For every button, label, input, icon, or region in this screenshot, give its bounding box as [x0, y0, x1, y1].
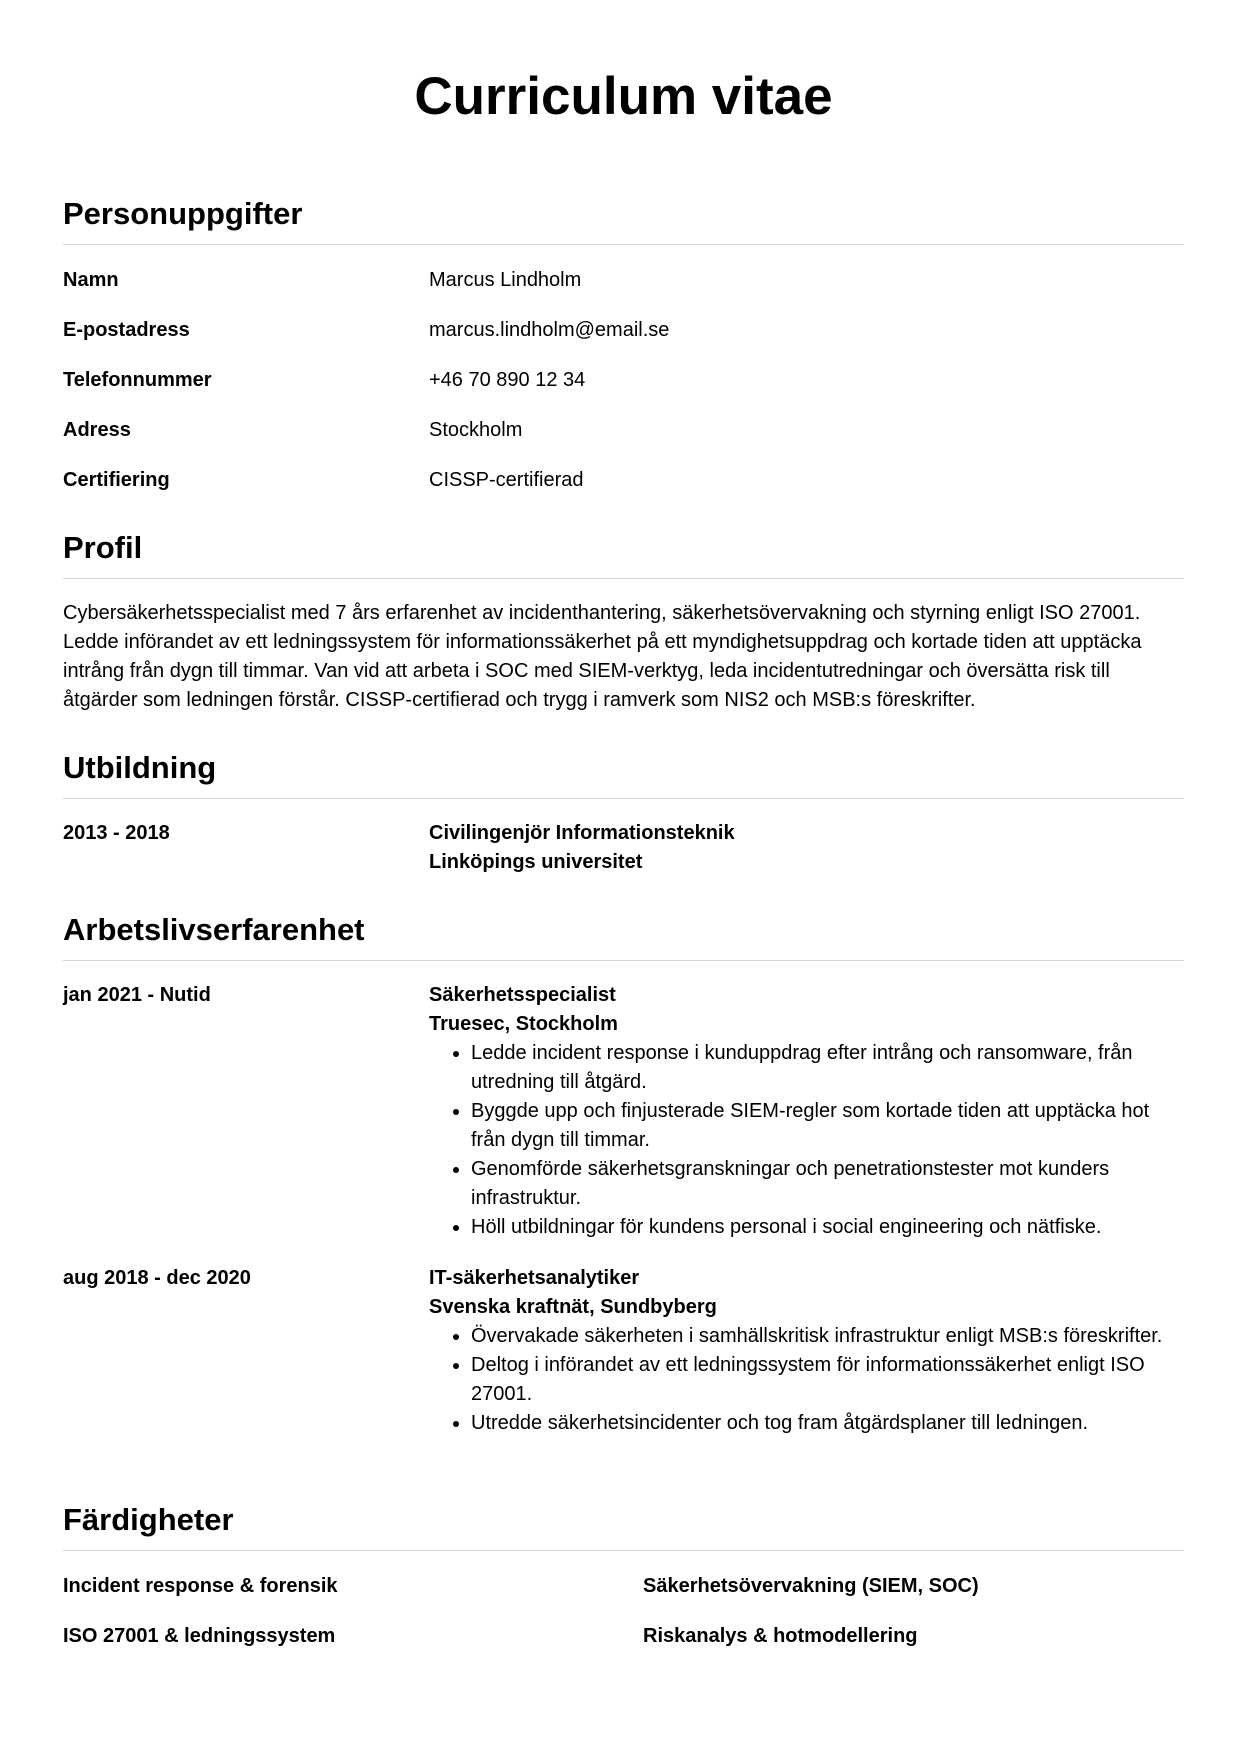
list-item: • Genomförde säkerhetsgranskningar och penetrationstester mot kunders infrastruktur. — [471, 1155, 1184, 1213]
skill-item: Säkerhetsövervakning (SIEM, SOC) — [643, 1575, 979, 1597]
experience-employer: Truesec, Stockholm — [429, 1013, 618, 1035]
education-entry — [63, 819, 1184, 877]
personal-row-phone — [63, 367, 1184, 393]
skills-heading: Färdigheter — [63, 1500, 1184, 1551]
education-degree: Civilingenjör Informationsteknik — [429, 822, 735, 844]
experience-section — [63, 910, 1184, 1438]
education-heading: Utbildning — [63, 748, 1184, 799]
experience-body — [429, 1264, 1184, 1438]
experience-period: aug 2018 - dec 2020 — [63, 1267, 251, 1289]
experience-bullets — [429, 1322, 1184, 1438]
personal-row-address — [63, 417, 1184, 443]
personal-heading: Personuppgifter — [63, 194, 1184, 245]
profile-text: Cybersäkerhetsspecialist med 7 års erfarenhet av incidenthantering, säkerhetsövervakning och styrning enligt ISO 27001. Ledde införandet av ett ledningssystem för informationssäkerhet på ett myndighetsuppdrag och kortade tiden att upptäcka intrång från dygn till timmar. Van vid att arbeta i SOC med SIEM-verktyg, leda incidentutredningar och översätta risk till åtgärder som ledningen förstår. CISSP-certifierad och trygg i ramverk som NIS2 och MSB:s föreskrifter. — [63, 602, 1142, 711]
skill-item: ISO 27001 & ledningssystem — [63, 1625, 336, 1647]
personal-value: marcus.lindholm@email.se — [429, 319, 670, 341]
education-school: Linköpings universitet — [429, 851, 643, 873]
list-item: • Höll utbildningar för kundens personal i social engineering och nätfiske. — [471, 1213, 1184, 1242]
list-item: • Byggde upp och finjusterade SIEM-regler som kortade tiden att upptäcka hot från dygn till timmar. — [471, 1097, 1184, 1155]
personal-value: +46 70 890 12 34 — [429, 369, 586, 391]
list-item: • Utredde säkerhetsincidenter och tog fram åtgärdsplaner till ledningen. — [471, 1409, 1184, 1438]
education-section — [63, 748, 1184, 877]
experience-heading: Arbetslivserfarenhet — [63, 910, 1184, 961]
skill-item: Incident response & forensik — [63, 1575, 338, 1597]
personal-row-certification — [63, 467, 1184, 493]
skills-section — [63, 1500, 1184, 1649]
experience-role: IT-säkerhetsanalytiker — [429, 1267, 640, 1289]
education-body — [429, 819, 1184, 877]
experience-period: jan 2021 - Nutid — [63, 984, 211, 1006]
personal-label: Telefonnummer — [63, 369, 212, 391]
experience-body — [429, 981, 1184, 1242]
education-period: 2013 - 2018 — [63, 822, 170, 844]
experience-employer: Svenska kraftnät, Sundbyberg — [429, 1296, 717, 1318]
list-item: • Ledde incident response i kunduppdrag efter intrång och ransomware, från utredning till åtgärd. — [471, 1039, 1184, 1097]
personal-label: Adress — [63, 419, 131, 441]
personal-row-email — [63, 317, 1184, 343]
personal-label: E-postadress — [63, 319, 190, 341]
page-title: Curriculum vitae — [414, 67, 833, 126]
personal-value: Marcus Lindholm — [429, 269, 582, 291]
list-item: • Deltog i införandet av ett ledningssystem för informationssäkerhet enligt ISO 27001. — [471, 1351, 1184, 1409]
skills-grid — [63, 1573, 1184, 1649]
experience-bullets — [429, 1039, 1184, 1242]
personal-value: Stockholm — [429, 419, 523, 441]
personal-label: Certifiering — [63, 469, 170, 491]
experience-entry — [63, 981, 1184, 1242]
personal-row-name — [63, 267, 1184, 293]
profile-heading: Profil — [63, 528, 1184, 579]
list-item: • Övervakade säkerheten i samhällskritisk infrastruktur enligt MSB:s föreskrifter. — [471, 1322, 1184, 1351]
personal-label: Namn — [63, 269, 119, 291]
personal-value: CISSP-certifierad — [429, 469, 584, 491]
profile-section — [63, 528, 1184, 715]
experience-role: Säkerhetsspecialist — [429, 984, 616, 1006]
experience-entry — [63, 1264, 1184, 1438]
skill-item: Riskanalys & hotmodellering — [643, 1625, 918, 1647]
personal-section — [63, 194, 1184, 493]
